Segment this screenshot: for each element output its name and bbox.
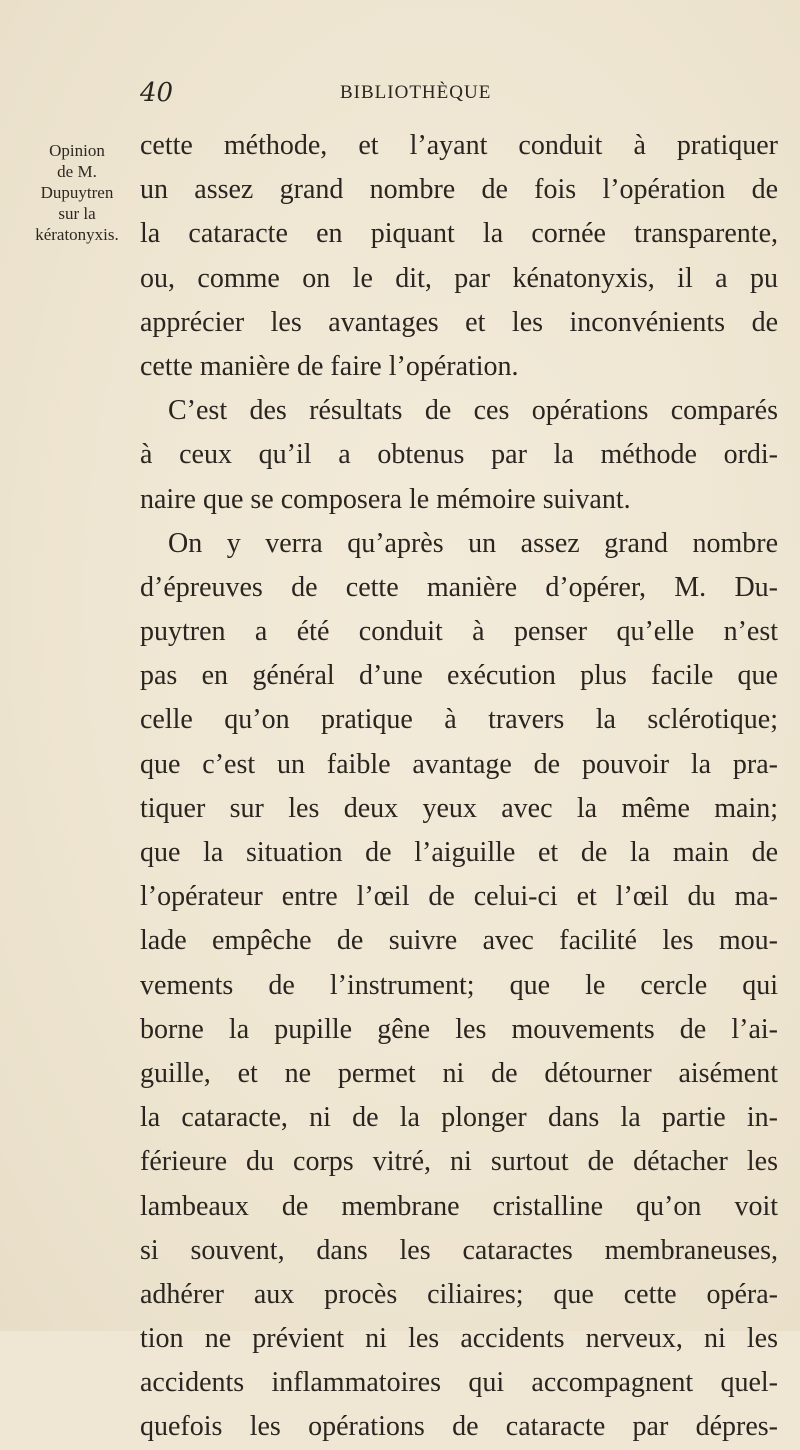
margin-note-line: sur la — [58, 204, 96, 223]
text-line: naire que se composera le mémoire suivant. — [140, 483, 631, 515]
margin-note-line: Dupuytren — [40, 183, 114, 202]
text-line: l’opérateur entre l’œil de celui-ci et l’œil du ma- — [140, 881, 778, 913]
text-line: On y verra qu’après un assez grand nombre — [168, 527, 778, 559]
text-line: pas en général d’une exécution plus facile que — [140, 660, 778, 692]
text-line: celle qu’on pratique à travers la sclérotique; — [140, 704, 778, 736]
text-line: borne la pupille gêne les mouvements de l’ai- — [140, 1013, 778, 1045]
text-line: lambeaux de membrane cristalline qu’on voit — [140, 1190, 778, 1222]
text-line: la cataracte en piquant la cornée transparente, — [140, 218, 778, 250]
text-line: accidents inflammatoires qui accompagnent quel- — [140, 1367, 778, 1399]
page-number: 40 — [140, 78, 174, 108]
page-header — [140, 78, 780, 118]
text-line: guille, et ne permet ni de détourner aisément — [140, 1057, 778, 1089]
text-line: vements de l’instrument; que le cercle qui — [140, 969, 778, 1001]
body-text — [140, 124, 778, 1450]
text-line: tiquer sur les deux yeux avec la même main; — [140, 792, 778, 824]
text-line: quefois les opérations de cataracte par dépres- — [140, 1411, 778, 1443]
text-line: adhérer aux procès ciliaires; que cette opéra- — [140, 1278, 778, 1310]
margin-note-line: de M. — [57, 162, 97, 181]
text-line: que la situation de l’aiguille et de la main de — [140, 837, 778, 868]
margin-note-line: Opinion — [49, 141, 105, 160]
margin-note-line: kératonyxis. — [35, 225, 119, 244]
text-line: à ceux qu’il a obtenus par la méthode ordi- — [140, 439, 778, 471]
text-line: cette méthode, et l’ayant conduit à pratiquer — [140, 130, 778, 161]
text-line: apprécier les avantages et les inconvénients de — [140, 306, 778, 338]
text-line: la cataracte, ni de la plonger dans la partie in- — [140, 1102, 778, 1134]
margin-note — [22, 140, 132, 245]
text-line: ou, comme on le dit, par kénatonyxis, il a pu — [140, 262, 778, 294]
running-head: BIBLIOTHÈQUE — [340, 82, 492, 103]
text-line: tion ne prévient ni les accidents nerveux, ni les — [140, 1323, 778, 1355]
text-line: lade empêche de suivre avec facilité les mou- — [140, 925, 778, 957]
text-line: que c’est un faible avantage de pouvoir la pra- — [140, 748, 778, 780]
text-line: férieure du corps vitré, ni surtout de détacher les — [140, 1146, 778, 1178]
text-line: d’épreuves de cette manière d’opérer, M. Du- — [140, 571, 778, 603]
text-line: C’est des résultats de ces opérations comparés — [168, 395, 778, 427]
text-line: puytren a été conduit à penser qu’elle n’est — [140, 616, 778, 648]
text-line: un assez grand nombre de fois l’opération de — [140, 174, 778, 206]
text-line: si souvent, dans les cataractes membraneuses, — [140, 1234, 778, 1266]
text-line: cette manière de faire l’opération. — [140, 350, 519, 382]
